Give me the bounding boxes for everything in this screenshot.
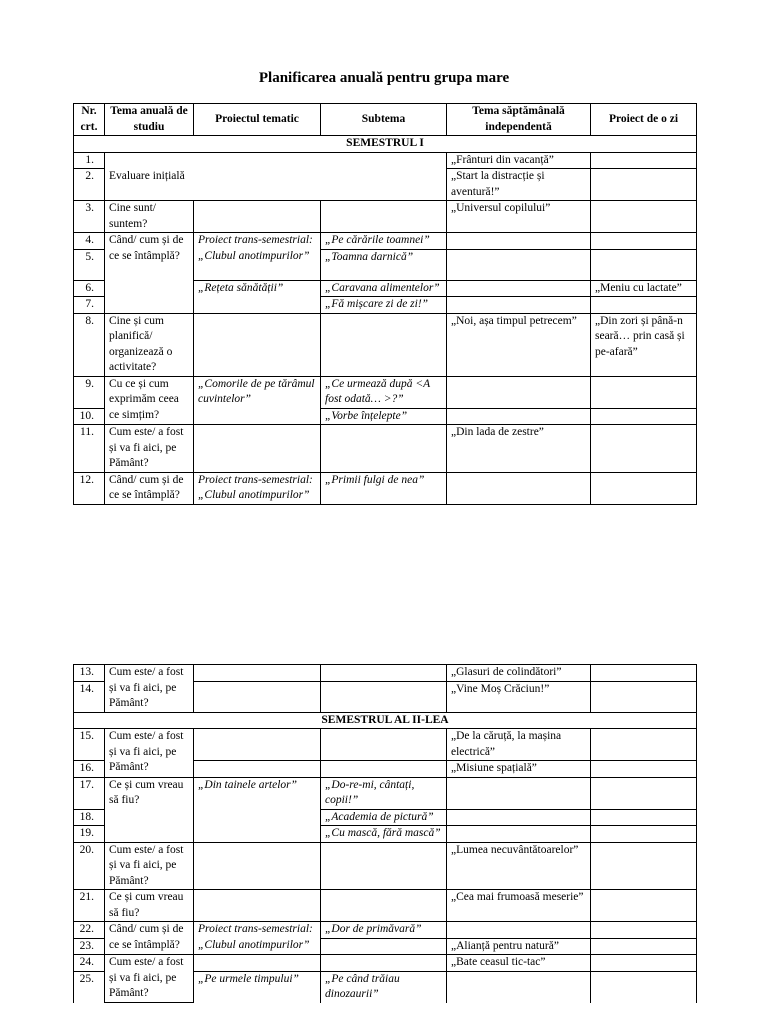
proiect-cell: „Pe urmele timpului” [194,971,321,1003]
tema-cell: Evaluare inițială [105,152,447,201]
table-row [74,313,697,376]
row-number: 2. [74,169,105,201]
table-row [74,152,697,169]
subtema-cell [321,425,447,473]
row-number: 23. [74,938,105,955]
proiect-cell [194,681,321,712]
subtema-cell: „Fă mișcare zi de zi!” [321,297,447,314]
proiect-zi-cell [591,955,697,972]
proiect-zi-cell: „Meniu cu lactate” [591,280,697,297]
subtema-cell [321,955,447,972]
row-number: 22. [74,922,105,939]
proiect-cell: Proiect trans-semestrial: „Clubul anotimpurilor” [194,233,321,281]
table-row [74,842,697,890]
proiect-cell: „Rețeta sănătății” [194,280,321,313]
proiect-zi-cell [591,971,697,1003]
planning-table-1 [73,103,697,505]
table-row [74,665,697,682]
proiect-zi-cell [591,152,697,169]
tema-sapt-cell [447,922,591,939]
row-number: 6. [74,280,105,297]
page-title: Planificarea anuală pentru grupa mare [258,70,510,86]
tema-sapt-cell [447,826,591,843]
table-row [74,472,697,504]
row-number: 15. [74,729,105,761]
proiect-cell [194,761,321,778]
tema-cell: Cum este/ a fost și va fi aici, pe Pământ? [105,842,194,890]
row-number: 17. [74,777,105,809]
row-number: 4. [74,233,105,250]
tema-sapt-cell: „Bate ceasul tic-tac” [447,955,591,972]
subtema-cell [321,842,447,890]
tema-cell: Cu ce și cum exprimăm ceea ce simțim? [105,376,194,425]
tema-cell: Ce și cum vreau să fiu? [105,890,194,922]
proiect-zi-cell [591,249,697,280]
row-number: 16. [74,761,105,778]
tema-cell: Cine sunt/ suntem? [105,201,194,233]
tema-cell: Ce și cum vreau să fiu? [105,777,194,842]
table-row [74,201,697,233]
proiect-zi-cell [591,233,697,250]
proiect-zi-cell [591,729,697,761]
row-number: 25. [74,971,105,1003]
tema-sapt-cell: „Vine Moș Crăciun!” [447,681,591,712]
proiect-zi-cell [591,890,697,922]
tema-sapt-cell: „Noi, așa timpul petrecem” [447,313,591,376]
row-number: 20. [74,842,105,890]
proiect-zi-cell [591,201,697,233]
tema-cell: Cum este/ a fost și va fi aici, pe Pământ? [105,665,194,713]
tema-cell: Când/ cum și de ce se întâmplă? [105,472,194,504]
tema-cell: Când/ cum și de ce se întâmplă? [105,233,194,314]
proiect-cell [194,313,321,376]
tema-sapt-cell [447,971,591,1003]
proiect-cell [194,665,321,682]
row-number: 8. [74,313,105,376]
subtema-cell: „Toamna darnică” [321,249,447,280]
subtema-cell: „Academia de pictură” [321,809,447,826]
row-number: 5. [74,249,105,280]
proiect-zi-cell [591,681,697,712]
subtema-cell: „Pe cărările toamnei” [321,233,447,250]
tema-sapt-cell [447,809,591,826]
table-row [74,955,697,972]
tema-sapt-cell: „Frânturi din vacanță” [447,152,591,169]
row-number: 1. [74,152,105,169]
subtema-cell: „Ce urmează după <A fost odată… >?” [321,376,447,408]
proiect-zi-cell: „Din zori și până-n seară… prin casă și pe-afară” [591,313,697,376]
semester-row [74,712,697,729]
row-number: 18. [74,809,105,826]
semester-label: SEMESTRUL I [74,136,697,153]
proiect-zi-cell [591,472,697,504]
table-row [74,729,697,761]
subtema-cell [321,938,447,955]
header-nr: Nr. crt. [74,104,105,136]
proiect-cell [194,842,321,890]
proiect-cell [194,201,321,233]
tema-sapt-cell: „Din lada de zestre” [447,425,591,473]
subtema-cell [321,761,447,778]
subtema-cell [321,890,447,922]
semester-row [74,136,697,153]
row-number: 3. [74,201,105,233]
proiect-cell [194,729,321,761]
tema-sapt-cell: „Cea mai frumoasă meserie” [447,890,591,922]
header-proiect: Proiectul tematic [194,104,321,136]
subtema-cell [321,201,447,233]
table-row [74,233,697,250]
tema-sapt-cell [447,777,591,809]
subtema-cell: „Pe când trăiau dinozaurii” [321,971,447,1003]
proiect-cell [194,425,321,473]
row-number: 7. [74,297,105,314]
row-number: 11. [74,425,105,473]
row-number: 9. [74,376,105,408]
tema-sapt-cell [447,472,591,504]
proiect-cell: Proiect trans-semestrial: „Clubul anotimpurilor” [194,922,321,955]
row-number: 10. [74,408,105,425]
header-subtema: Subtema [321,104,447,136]
table-row [74,376,697,408]
planning-table-2 [73,664,697,1003]
header-tema: Tema anuală de studiu [105,104,194,136]
tema-cell: Cum este/ a fost și va fi aici, pe Pământ? [105,425,194,473]
header-proiect-zi: Proiect de o zi [591,104,697,136]
proiect-zi-cell [591,938,697,955]
subtema-cell [321,313,447,376]
subtema-cell: „Dor de primăvară” [321,922,447,939]
row-number: 13. [74,665,105,682]
tema-sapt-cell: „Glasuri de colindători” [447,665,591,682]
subtema-cell [321,729,447,761]
tema-sapt-cell: „De la căruță, la mașina electrică” [447,729,591,761]
tema-cell: Cine și cum planifică/ organizează o activitate? [105,313,194,376]
proiect-zi-cell [591,297,697,314]
proiect-zi-cell [591,169,697,201]
proiect-zi-cell [591,665,697,682]
proiect-zi-cell [591,842,697,890]
tema-sapt-cell: „Lumea necuvântătoarelor” [447,842,591,890]
tema-cell: Când/ cum și de ce se întâmplă? [105,922,194,955]
table-row [74,922,697,939]
row-number: 12. [74,472,105,504]
proiect-cell: Proiect trans-semestrial: „Clubul anotimpurilor” [194,472,321,504]
subtema-cell [321,665,447,682]
proiect-zi-cell [591,425,697,473]
tema-sapt-cell: „Universul copilului” [447,201,591,233]
tema-sapt-cell [447,280,591,297]
proiect-cell: „Comorile de pe tărâmul cuvintelor” [194,376,321,425]
subtema-cell [321,681,447,712]
table-row [74,425,697,473]
proiect-cell [194,890,321,922]
proiect-zi-cell [591,777,697,809]
subtema-cell: „Vorbe înțelepte” [321,408,447,425]
subtema-cell: „Caravana alimentelor” [321,280,447,297]
row-number: 14. [74,681,105,712]
table-row [74,777,697,809]
proiect-cell: „Din tainele artelor” [194,777,321,842]
tema-sapt-cell [447,297,591,314]
table-row [74,890,697,922]
tema-cell: Cum este/ a fost și va fi aici, pe Pământ? [105,955,194,1003]
proiect-cell [194,955,321,972]
proiect-zi-cell [591,376,697,408]
tema-sapt-cell: „Start la distracție și aventură!” [447,169,591,201]
tema-sapt-cell: „Misiune spațială” [447,761,591,778]
subtema-cell: „Primii fulgi de nea” [321,472,447,504]
proiect-zi-cell [591,809,697,826]
proiect-zi-cell [591,761,697,778]
row-number: 24. [74,955,105,972]
semester-label: SEMESTRUL AL II-LEA [74,712,697,729]
tema-sapt-cell: „Alianță pentru natură” [447,938,591,955]
tema-sapt-cell [447,249,591,280]
proiect-zi-cell [591,922,697,939]
tema-sapt-cell [447,233,591,250]
subtema-cell: „Do-re-mi, cântați, copii!” [321,777,447,809]
proiect-zi-cell [591,408,697,425]
tema-sapt-cell [447,408,591,425]
tema-cell: Cum este/ a fost și va fi aici, pe Pământ? [105,729,194,778]
tema-sapt-cell [447,376,591,408]
proiect-zi-cell [591,826,697,843]
row-number: 19. [74,826,105,843]
header-tema-sapt: Tema săptămânală independentă [447,104,591,136]
row-number: 21. [74,890,105,922]
subtema-cell: „Cu mască, fără mască” [321,826,447,843]
